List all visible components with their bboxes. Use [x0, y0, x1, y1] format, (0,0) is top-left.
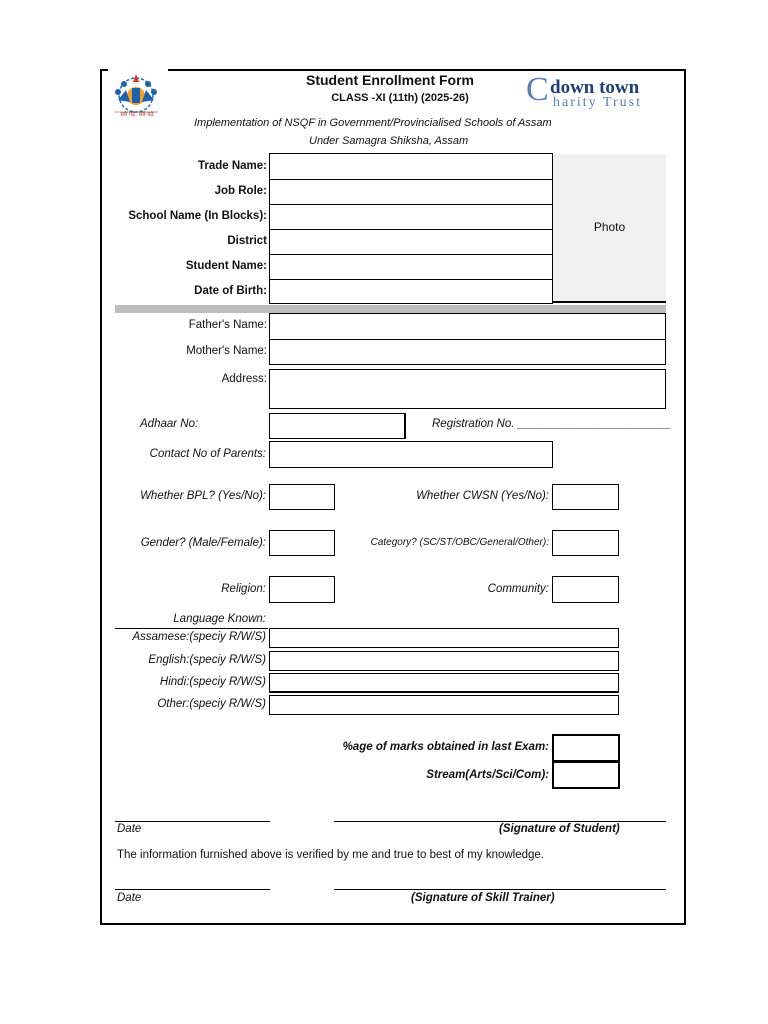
community-label: Community:	[487, 583, 549, 595]
adhaar-label: Adhaar No:	[140, 418, 199, 430]
student-name-input[interactable]	[269, 254, 553, 280]
other-language-label: Other:(speciy R/W/S)	[157, 698, 266, 710]
gender-input[interactable]	[269, 530, 335, 556]
brand-initial: C	[526, 71, 549, 108]
trainer-signature-label: (Signature of Skill Trainer)	[411, 892, 555, 904]
stream-label: Stream(Arts/Sci/Com):	[426, 769, 549, 781]
trade-name-label: Trade Name:	[197, 160, 267, 172]
language-heading: Language Known:	[173, 613, 266, 625]
photo-box[interactable]	[553, 154, 666, 303]
religion-input[interactable]	[269, 576, 335, 603]
date-label-1: Date	[117, 823, 142, 835]
assamese-label: Assamese:(speciy R/W/S)	[132, 631, 266, 643]
gender-label: Gender? (Male/Female):	[140, 537, 266, 549]
dob-input[interactable]	[269, 279, 553, 304]
student-signature-line[interactable]	[334, 821, 666, 822]
declaration-text: The information furnished above is verified by me and true to best of my knowledge.	[117, 849, 545, 861]
samagra-logo	[106, 70, 168, 124]
district-input[interactable]	[269, 229, 553, 255]
cwsn-input[interactable]	[552, 484, 619, 510]
english-label: English:(speciy R/W/S)	[148, 654, 266, 666]
trainer-signature-line[interactable]	[334, 889, 666, 890]
dob-label: Date of Birth:	[194, 285, 267, 297]
marks-input[interactable]	[552, 734, 620, 762]
school-name-input[interactable]	[269, 204, 553, 230]
language-rule	[115, 628, 268, 629]
trade-name-input[interactable]	[269, 153, 553, 180]
category-input[interactable]	[552, 530, 619, 556]
downtown-charity-logo	[526, 71, 671, 111]
brand-top: down town	[550, 77, 640, 98]
logo-caption: सबै पढ़े, सबै बढ़े	[120, 112, 154, 118]
registration-label: Registration No. ________________________	[432, 418, 672, 430]
student-name-label: Student Name:	[185, 260, 267, 272]
hindi-input[interactable]	[269, 673, 619, 693]
english-input[interactable]	[269, 651, 619, 671]
form-title: Student Enrollment Form	[306, 72, 474, 88]
adhaar-input[interactable]	[269, 413, 406, 439]
photo-label: Photo	[593, 220, 626, 234]
job-role-input[interactable]	[269, 179, 553, 205]
other-language-input[interactable]	[269, 695, 619, 715]
samagra-line: Under Samagra Shiksha, Assam	[309, 135, 469, 147]
hindi-label: Hindi:(speciy R/W/S)	[159, 676, 266, 688]
date-line-1[interactable]	[115, 821, 270, 822]
address-input[interactable]	[269, 369, 666, 409]
section-divider	[115, 305, 666, 313]
cwsn-label: Whether CWSN (Yes/No):	[416, 490, 549, 502]
bpl-input[interactable]	[269, 484, 335, 510]
mother-name-input[interactable]	[269, 339, 666, 365]
father-name-input[interactable]	[269, 313, 666, 340]
assamese-input[interactable]	[269, 628, 619, 648]
student-signature-label: (Signature of Student)	[499, 823, 620, 835]
school-name-label: School Name (In Blocks):	[128, 210, 267, 222]
class-line: CLASS -XI (11th) (2025-26)	[331, 92, 469, 104]
job-role-label: Job Role:	[214, 185, 267, 197]
brand-bottom: harity Trust	[553, 95, 642, 110]
stream-input[interactable]	[552, 761, 620, 789]
religion-label: Religion:	[221, 583, 266, 595]
bpl-label: Whether BPL? (Yes/No):	[140, 490, 266, 502]
district-label: District	[227, 235, 267, 247]
contact-input[interactable]	[269, 441, 553, 468]
address-label: Address:	[221, 373, 267, 385]
date-line-2[interactable]	[115, 889, 270, 890]
father-name-label: Father's Name:	[188, 319, 267, 331]
mother-name-label: Mother's Name:	[186, 345, 267, 357]
category-label: Category? (SC/ST/OBC/General/Other):	[370, 537, 549, 548]
date-label-2: Date	[117, 892, 142, 904]
implementation-line: Implementation of NSQF in Government/Provincialised Schools of Assam	[194, 117, 552, 129]
community-input[interactable]	[552, 576, 619, 603]
contact-label: Contact No of Parents:	[149, 448, 266, 460]
marks-label: %age of marks obtained in last Exam:	[342, 741, 549, 753]
